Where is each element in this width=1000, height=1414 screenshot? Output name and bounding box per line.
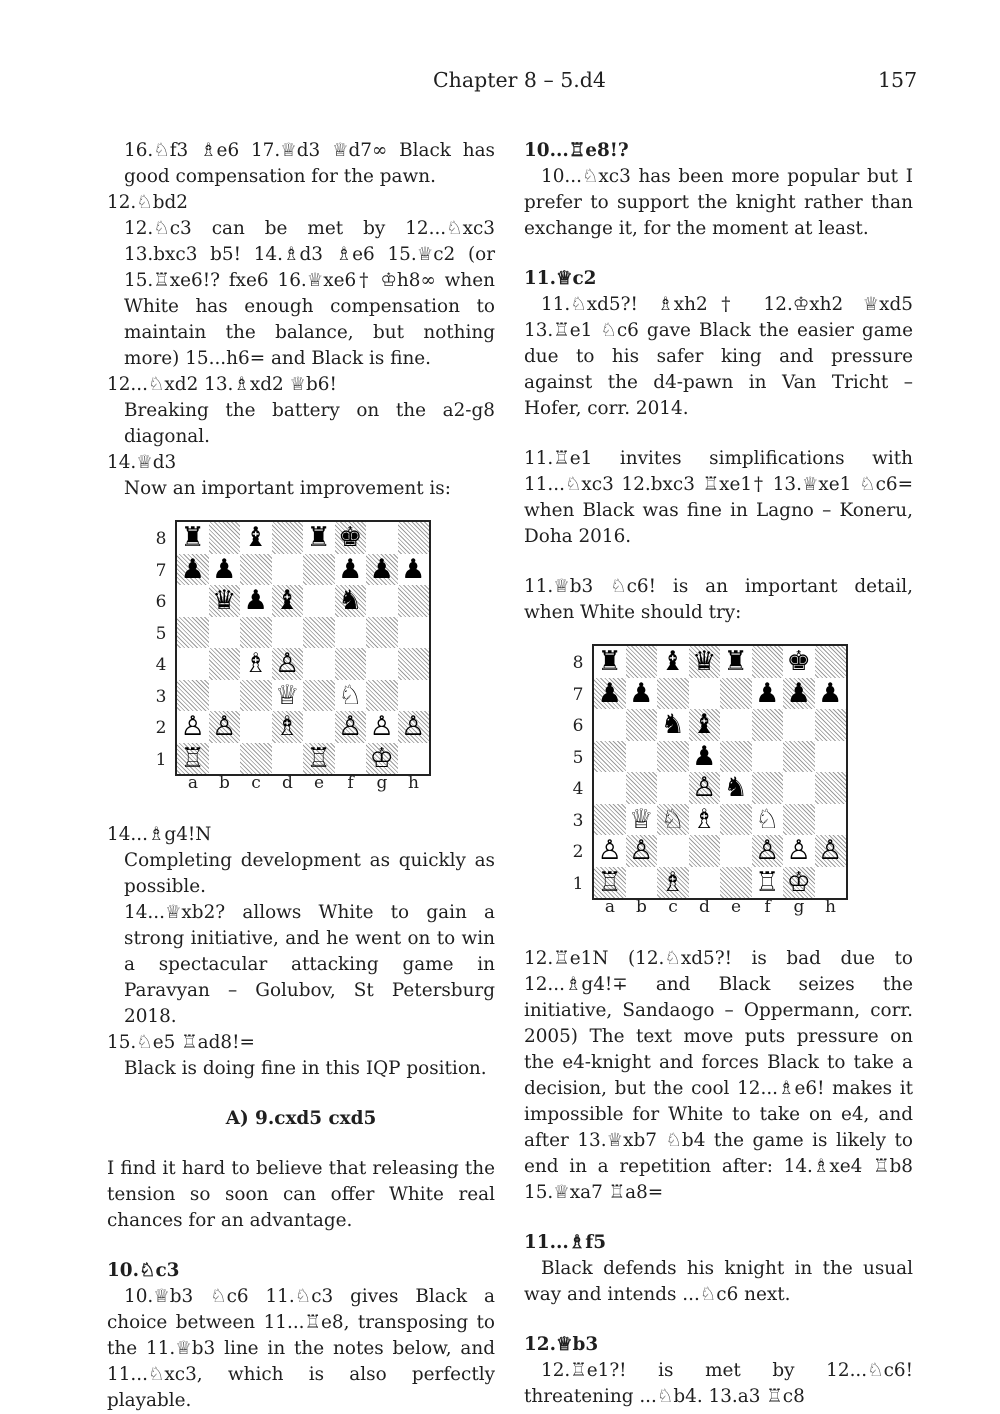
chess-piece: ♖ xyxy=(597,866,622,898)
board-square xyxy=(303,743,335,775)
move-line: 15.♘e5 ♖ad8!= xyxy=(107,1032,255,1053)
rank-label: 3 xyxy=(572,810,584,831)
board-square xyxy=(209,680,241,712)
board-square xyxy=(366,743,398,775)
board-square xyxy=(303,585,335,617)
board-square xyxy=(209,585,241,617)
board-square xyxy=(398,554,430,586)
board-square xyxy=(720,772,752,804)
board-square xyxy=(657,678,689,710)
page-number: 157 xyxy=(878,68,918,92)
board-square xyxy=(398,648,430,680)
board-square xyxy=(398,522,430,554)
chess-piece: ♟ xyxy=(180,553,205,585)
board-square xyxy=(303,554,335,586)
rank-label: 4 xyxy=(155,655,167,675)
board-square xyxy=(689,741,721,773)
chess-piece: ♞ xyxy=(723,772,748,804)
file-label: d xyxy=(699,897,710,917)
board-square xyxy=(398,617,430,649)
text-paragraph: 11.♖e1 invites simplifications with 11...♘xc3 12.bxc3 ♖xe1† 13.♕xe1 ♘c6= when Black was fine in Lagno – Koneru, Doha 2016. xyxy=(524,448,913,547)
board-square xyxy=(626,646,658,678)
board-square xyxy=(366,554,398,586)
board-square xyxy=(209,711,241,743)
chess-piece: ♟ xyxy=(338,553,363,585)
file-label: a xyxy=(604,897,616,917)
board-square xyxy=(594,835,626,867)
file-label: c xyxy=(668,897,678,917)
move-heading: 11.♕c2 xyxy=(524,268,597,289)
board-square xyxy=(720,709,752,741)
chess-piece: ♝ xyxy=(692,709,717,741)
board-square xyxy=(177,680,209,712)
chess-piece: ♜ xyxy=(723,646,748,678)
chess-piece: ♗ xyxy=(660,866,685,898)
board-square xyxy=(815,835,847,867)
board-square xyxy=(657,646,689,678)
move-line: 12...♘xd2 13.♗xd2 ♕b6! xyxy=(107,374,337,395)
text-paragraph: 12.♘c3 can be met by 12...♘xc3 13.bxc3 b5! 14.♗d3 ♗e6 15.♕c2 (or 15.♖xe6!? fxe6 16.♕xe6† ♔h8∞ when White has enough compensation to maintain the balance, but nothing more) 15...h6= and Black is fine. xyxy=(124,218,495,369)
chess-piece: ♘ xyxy=(755,803,780,835)
chess-piece: ♙ xyxy=(818,835,843,867)
chess-piece: ♙ xyxy=(692,772,717,804)
board-square xyxy=(720,741,752,773)
file-label: e xyxy=(313,773,325,793)
chess-piece: ♟ xyxy=(243,585,268,617)
chess-piece: ♗ xyxy=(692,803,717,835)
rank-label: 8 xyxy=(155,529,167,549)
board-square xyxy=(689,835,721,867)
board-square xyxy=(240,648,272,680)
chess-piece: ♙ xyxy=(275,648,300,680)
board-square xyxy=(209,554,241,586)
chess-piece: ♟ xyxy=(692,740,717,772)
text-paragraph: 11.♘xd5?! ♗xh2† 12.♔xh2 ♕xd5 13.♖e1 ♘c6 gave Black the easier game due to his safer king and pressure against the d4-pawn in Van Tricht – Hofer, corr. 2014. xyxy=(524,294,913,419)
board-square xyxy=(752,867,784,899)
text-paragraph: I find it hard to believe that releasing the tension so soon can offer White real chances for an advantage. xyxy=(107,1158,495,1231)
text-paragraph: 12.♖e1N (12.♘xd5?! is bad due to 12...♗g4!∓ and Black seizes the initiative, Sandaogo – Oppermann, corr. 2005) The text move puts pressure on the e4-knight and forces Black to take a decision, but the cool 12...♗e6! makes it impossible for White to take on e4, and after 13.♕xb7 ♘b4 the game is likely to end in a repetition after: 14.♗xe4 ♖b8 15.♕xa7 ♖a8= xyxy=(524,948,913,1203)
board-square xyxy=(594,867,626,899)
board-square xyxy=(594,646,626,678)
board-square xyxy=(752,646,784,678)
file-label: f xyxy=(764,897,771,917)
board-square xyxy=(398,680,430,712)
board-square xyxy=(783,678,815,710)
chess-board xyxy=(175,520,431,776)
file-label: e xyxy=(730,897,742,917)
chess-piece: ♝ xyxy=(275,585,300,617)
board-square xyxy=(272,648,304,680)
board-square xyxy=(657,741,689,773)
move-heading: 10...♖e8!? xyxy=(524,140,629,161)
board-square xyxy=(303,648,335,680)
board-square xyxy=(752,835,784,867)
chess-piece: ♘ xyxy=(660,803,685,835)
chess-piece: ♔ xyxy=(786,866,811,898)
board-square xyxy=(752,678,784,710)
board-square xyxy=(657,709,689,741)
board-square xyxy=(594,741,626,773)
board-square xyxy=(209,522,241,554)
board-square xyxy=(783,804,815,836)
board-square xyxy=(689,709,721,741)
file-label: h xyxy=(408,773,419,793)
file-label: g xyxy=(376,773,388,793)
chess-piece: ♜ xyxy=(306,522,331,554)
board-square xyxy=(272,680,304,712)
chess-piece: ♝ xyxy=(243,522,268,554)
chess-piece: ♚ xyxy=(786,646,811,678)
rank-label: 5 xyxy=(155,623,167,644)
text-paragraph: Breaking the battery on the a2-g8 diagonal. xyxy=(124,400,495,447)
board-square xyxy=(398,585,430,617)
file-label: a xyxy=(187,773,199,793)
move-line: 12.♘bd2 xyxy=(107,192,188,213)
board-square xyxy=(303,711,335,743)
chess-piece: ♘ xyxy=(338,679,363,711)
chess-piece: ♟ xyxy=(401,553,426,585)
board-square xyxy=(366,617,398,649)
board-square xyxy=(815,772,847,804)
chess-board xyxy=(592,644,848,900)
chess-piece: ♚ xyxy=(338,522,363,554)
board-square xyxy=(783,709,815,741)
text-paragraph: Now an important improvement is: xyxy=(124,478,451,499)
file-label: f xyxy=(347,773,354,793)
chess-piece: ♙ xyxy=(401,711,426,743)
section-heading: A) 9.cxd5 cxd5 xyxy=(225,1108,377,1129)
board-square xyxy=(720,804,752,836)
chess-piece: ♟ xyxy=(597,677,622,709)
file-label: h xyxy=(825,897,836,917)
chess-piece: ♟ xyxy=(212,553,237,585)
text-paragraph: 16.♘f3 ♗e6 17.♕d3 ♕d7∞ Black has good compensation for the pawn. xyxy=(124,140,495,187)
board-square xyxy=(366,680,398,712)
board-square xyxy=(783,646,815,678)
chess-piece: ♕ xyxy=(629,803,654,835)
board-square xyxy=(177,648,209,680)
file-label: b xyxy=(636,897,647,917)
left-column xyxy=(107,138,495,1414)
board-square xyxy=(240,711,272,743)
board-square xyxy=(783,772,815,804)
chess-piece: ♗ xyxy=(243,648,268,680)
board-square xyxy=(272,617,304,649)
board-square xyxy=(303,617,335,649)
board-square xyxy=(689,772,721,804)
board-square xyxy=(752,741,784,773)
chess-piece: ♟ xyxy=(755,677,780,709)
text-paragraph: Completing development as quickly as possible. xyxy=(124,850,495,897)
board-square xyxy=(720,646,752,678)
board-square xyxy=(177,522,209,554)
move-line: 14.♕d3 xyxy=(107,452,177,473)
board-square xyxy=(177,554,209,586)
chapter-title: Chapter 8 – 5.d4 xyxy=(433,68,606,92)
move-heading: 12.♕b3 xyxy=(524,1334,599,1355)
rank-label: 8 xyxy=(572,653,584,673)
board-square xyxy=(689,804,721,836)
board-square xyxy=(177,711,209,743)
file-label: d xyxy=(282,773,293,793)
chess-piece: ♞ xyxy=(660,709,685,741)
rank-label: 4 xyxy=(572,779,584,799)
board-square xyxy=(815,804,847,836)
chess-piece: ♟ xyxy=(369,553,394,585)
chess-piece: ♙ xyxy=(180,711,205,743)
move-heading: 11...♗f5 xyxy=(524,1232,606,1253)
text-paragraph: 10.♕b3 ♘c6 11.♘c3 gives Black a choice between 11...♖e8, transposing to the 11.♕b3 line in the notes below, and 11...♘xc3, which is also perfectly playable. xyxy=(107,1286,495,1411)
chess-piece: ♙ xyxy=(755,835,780,867)
board-square xyxy=(815,646,847,678)
board-square xyxy=(752,772,784,804)
board-square xyxy=(335,680,367,712)
board-square xyxy=(594,678,626,710)
board-square xyxy=(335,711,367,743)
board-square xyxy=(272,522,304,554)
board-square xyxy=(335,585,367,617)
chess-piece: ♔ xyxy=(369,742,394,774)
chess-piece: ♖ xyxy=(306,742,331,774)
chess-piece: ♝ xyxy=(660,646,685,678)
board-square xyxy=(303,522,335,554)
board-square xyxy=(366,648,398,680)
rank-label: 6 xyxy=(572,716,584,736)
board-square xyxy=(815,678,847,710)
board-square xyxy=(272,711,304,743)
board-square xyxy=(335,648,367,680)
board-square xyxy=(398,711,430,743)
chess-piece: ♜ xyxy=(180,522,205,554)
board-square xyxy=(240,585,272,617)
text-paragraph: 14...♕xb2? allows White to gain a strong initiative, and he went on to win a spectacular attacking game in Paravyan – Golubov, St Petersburg 2018. xyxy=(124,902,495,1027)
rank-label: 2 xyxy=(572,842,584,862)
text-paragraph: Black defends his knight in the usual way and intends ...♘c6 next. xyxy=(524,1258,913,1305)
board-square xyxy=(626,772,658,804)
board-square xyxy=(626,741,658,773)
file-label: b xyxy=(219,773,230,793)
board-square xyxy=(594,709,626,741)
file-label: g xyxy=(793,897,805,917)
chess-piece: ♙ xyxy=(597,835,622,867)
board-square xyxy=(594,804,626,836)
right-column xyxy=(524,138,913,1410)
board-square xyxy=(240,617,272,649)
rank-label: 7 xyxy=(155,560,167,581)
board-square xyxy=(752,709,784,741)
board-square xyxy=(657,867,689,899)
text-paragraph: Black is doing fine in this IQP position. xyxy=(124,1058,487,1079)
chess-piece: ♜ xyxy=(597,646,622,678)
chess-piece: ♖ xyxy=(180,742,205,774)
board-square xyxy=(177,743,209,775)
board-square xyxy=(272,585,304,617)
board-square xyxy=(366,522,398,554)
chess-piece: ♟ xyxy=(818,677,843,709)
chess-piece: ♛ xyxy=(692,646,717,678)
board-square xyxy=(626,804,658,836)
board-square xyxy=(335,554,367,586)
chess-diagram xyxy=(568,636,913,946)
board-square xyxy=(366,711,398,743)
rank-label: 5 xyxy=(572,747,584,768)
chess-piece: ♖ xyxy=(755,866,780,898)
board-square xyxy=(240,554,272,586)
board-square xyxy=(209,648,241,680)
board-square xyxy=(657,835,689,867)
board-square xyxy=(720,835,752,867)
board-square xyxy=(626,709,658,741)
move-heading: 10.♘c3 xyxy=(107,1260,180,1281)
board-square xyxy=(783,741,815,773)
chess-piece: ♟ xyxy=(629,677,654,709)
board-square xyxy=(752,804,784,836)
rank-label: 6 xyxy=(155,592,167,612)
rank-label: 3 xyxy=(155,686,167,707)
board-square xyxy=(689,646,721,678)
rank-label: 2 xyxy=(155,718,167,738)
page-header xyxy=(0,68,1000,100)
chess-piece: ♕ xyxy=(275,679,300,711)
board-square xyxy=(303,680,335,712)
board-square xyxy=(657,804,689,836)
board-square xyxy=(240,680,272,712)
rank-label: 1 xyxy=(155,749,167,770)
rank-label: 7 xyxy=(572,684,584,705)
board-square xyxy=(720,678,752,710)
chess-piece: ♙ xyxy=(786,835,811,867)
chess-piece: ♙ xyxy=(212,711,237,743)
text-paragraph: 12.♖e1?! is met by 12...♘c6! threatening ...♘b4. 13.a3 ♖c8 xyxy=(524,1360,913,1407)
board-square xyxy=(626,678,658,710)
board-square xyxy=(815,741,847,773)
chess-piece: ♙ xyxy=(629,835,654,867)
file-label: c xyxy=(251,773,261,793)
board-square xyxy=(366,585,398,617)
rank-label: 1 xyxy=(572,873,584,894)
chess-piece: ♙ xyxy=(338,711,363,743)
board-square xyxy=(272,554,304,586)
board-square xyxy=(783,835,815,867)
board-square xyxy=(240,522,272,554)
move-line: 14...♗g4!N xyxy=(107,824,212,845)
board-square xyxy=(209,617,241,649)
chess-piece: ♟ xyxy=(786,677,811,709)
chess-piece: ♗ xyxy=(275,711,300,743)
board-square xyxy=(335,522,367,554)
board-square xyxy=(177,617,209,649)
board-square xyxy=(815,709,847,741)
board-square xyxy=(177,585,209,617)
chess-piece: ♙ xyxy=(369,711,394,743)
board-square xyxy=(783,867,815,899)
board-square xyxy=(657,772,689,804)
chess-piece: ♞ xyxy=(338,585,363,617)
board-square xyxy=(335,617,367,649)
chess-diagram xyxy=(151,512,495,822)
chess-piece: ♛ xyxy=(212,585,237,617)
board-square xyxy=(626,835,658,867)
text-paragraph: 10...♘xc3 has been more popular but I prefer to support the knight rather than exchange it, for the moment at least. xyxy=(524,166,913,239)
board-square xyxy=(594,772,626,804)
board-square xyxy=(689,678,721,710)
text-paragraph: 11.♕b3 ♘c6! is an important detail, when White should try: xyxy=(524,576,913,623)
